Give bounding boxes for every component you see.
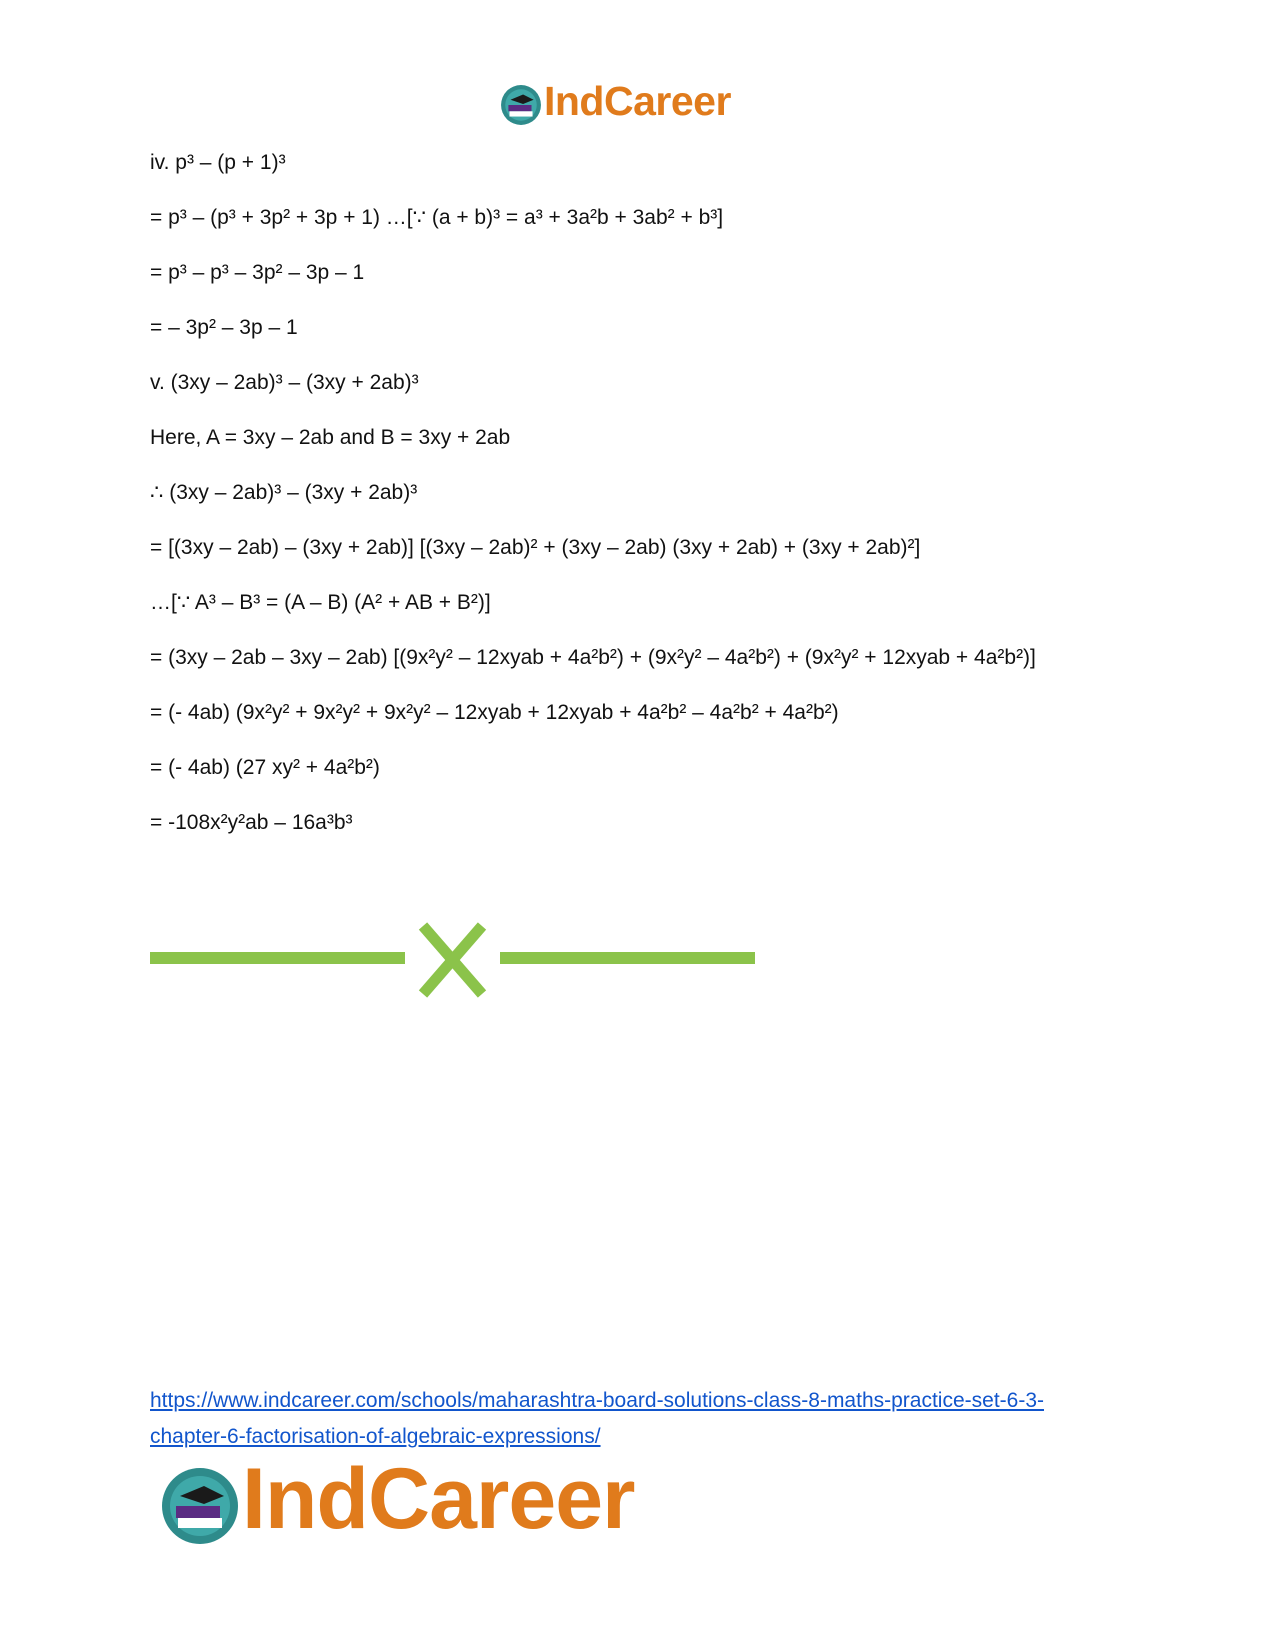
globe-book-icon [160, 1466, 240, 1546]
logo-wordmark: IndCareer [242, 1451, 635, 1547]
source-link-line-2[interactable]: chapter-6-factorisation-of-algebraic-expressions/ [150, 1425, 601, 1448]
solution-line: = -108x²y²ab – 16a³b³ [150, 811, 353, 834]
solution-line: = (- 4ab) (27 xy² + 4a²b²) [150, 756, 380, 779]
solution-line: = [(3xy – 2ab) – (3xy + 2ab)] [(3xy – 2ab)² + (3xy – 2ab) (3xy + 2ab) + (3xy + 2ab)²] [150, 536, 921, 559]
section-divider [150, 920, 760, 1000]
solution-body [150, 148, 1150, 863]
globe-book-icon [500, 84, 542, 126]
solution-line: Here, A = 3xy – 2ab and B = 3xy + 2ab [150, 426, 511, 449]
solution-line: iv. p³ – (p + 1)³ [150, 151, 286, 174]
solution-line: ∴ (3xy – 2ab)³ – (3xy + 2ab)³ [150, 481, 418, 504]
solution-line: v. (3xy – 2ab)³ – (3xy + 2ab)³ [150, 371, 419, 394]
header-logo[interactable] [500, 80, 780, 130]
solution-line: = – 3p² – 3p – 1 [150, 316, 298, 339]
source-link[interactable] [150, 1383, 1150, 1455]
divider-x-mark [423, 926, 482, 994]
solution-line: = p³ – (p³ + 3p² + 3p + 1) …[∵ (a + b)³ = a³ + 3a²b + 3ab² + b³] [150, 206, 724, 229]
source-link-line-1[interactable]: https://www.indcareer.com/schools/maharashtra-board-solutions-class-8-maths-practice-set-6-3- [150, 1389, 1044, 1412]
solution-line: = (- 4ab) (9x²y² + 9x²y² + 9x²y² – 12xyab + 12xyab + 4a²b² – 4a²b² + 4a²b²) [150, 701, 839, 724]
footer-logo[interactable] [160, 1451, 720, 1552]
solution-line: = p³ – p³ – 3p² – 3p – 1 [150, 261, 365, 284]
solution-line: …[∵ A³ – B³ = (A – B) (A² + AB + B²)] [150, 591, 491, 614]
logo-wordmark: IndCareer [544, 78, 731, 124]
solution-line: = (3xy – 2ab – 3xy – 2ab) [(9x²y² – 12xyab + 4a²b²) + (9x²y² – 4a²b²) + (9x²y² + 12xyab + 4a²b²)] [150, 646, 1036, 669]
